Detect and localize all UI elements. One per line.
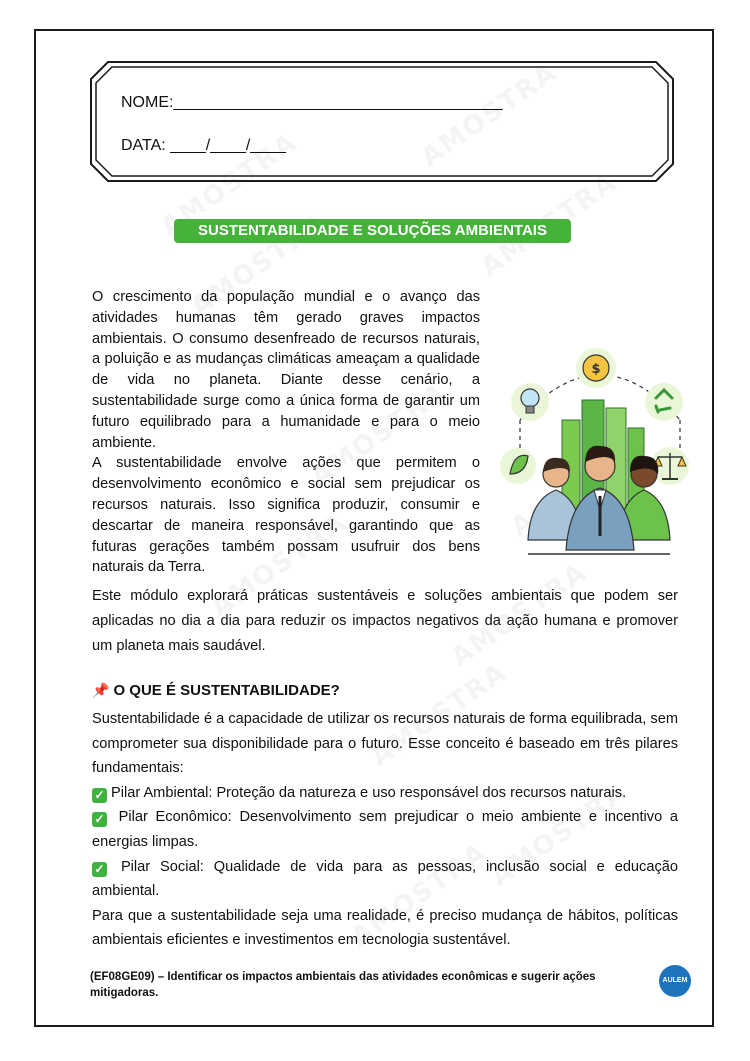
pillar-text: Pilar Econômico: Desenvolvimento sem prejudicar o meio ambiente e incentivo a energias limpas.	[92, 809, 678, 850]
intro-paragraph: O crescimento da população mundial e o avanço das atividades humanas têm gerado graves impactos ambientais. O consumo desenfreado de recursos naturais, a poluição e as mudanças climáticas ameaçam a qualidade de vida no planeta. Diante desse cenário, a sustentabilidade surge como a única forma de garantir um futuro equilibrado para a humanidade e para o meio ambiente.	[92, 289, 480, 451]
check-icon: ✓	[92, 812, 107, 827]
page-title: SUSTENTABILIDADE E SOLUÇÕES AMBIENTAIS	[174, 219, 571, 243]
sustainability-definition-block	[92, 707, 678, 953]
recycle-icon	[645, 383, 683, 421]
check-icon: ✓	[92, 788, 107, 803]
check-icon: ✓	[92, 862, 107, 877]
closing-paragraph: Para que a sustentabilidade seja uma realidade, é preciso mudança de hábitos, políticas ambientais eficientes e investimentos em tecnologia sustentável.	[92, 907, 678, 949]
name-date-box	[90, 61, 674, 182]
section-heading-text: O QUE É SUSTENTABILIDADE?	[113, 682, 340, 699]
date-field	[121, 137, 286, 155]
name-field	[121, 94, 503, 112]
name-blank: _____________________________________	[173, 94, 503, 111]
pillar-text: Pilar Social: Qualidade de vida para as pessoas, inclusão social e educação ambiental.	[92, 858, 678, 900]
pillar-item	[92, 805, 678, 854]
name-label: NOME:	[121, 94, 174, 111]
leaf-icon	[500, 448, 536, 484]
svg-text:$: $	[591, 362, 601, 377]
publisher-logo: AULEM	[659, 965, 691, 997]
pillar-item	[92, 855, 678, 904]
footer-skill-code: (EF08GE09) – Identificar os impactos ambientais das atividades econômicas e sugerir ações mitigadoras.	[90, 971, 596, 999]
sustainability-illustration	[500, 340, 700, 562]
intro-text	[92, 287, 480, 578]
module-paragraph: Este módulo explorará práticas sustentáveis e soluções ambientais que podem ser aplicadas no dia a dia para reduzir os impactos negativos da ação humana e promover um planeta mais saudável.	[92, 588, 678, 654]
pillar-item	[92, 781, 678, 806]
definition-paragraph: Sustentabilidade é a capacidade de utilizar os recursos naturais de forma equilibrada, sem comprometer sua disponibilidade para o futuro. Esse conceito é baseado em três pilares fundamentais:	[92, 711, 678, 777]
lightbulb-icon	[511, 383, 549, 421]
section-heading	[92, 682, 340, 699]
pillar-text: Pilar Ambiental: Proteção da natureza e uso responsável dos recursos naturais.	[111, 784, 627, 801]
date-blank: ____/____/____	[170, 137, 286, 154]
coin-icon	[576, 348, 616, 388]
intro-paragraph: A sustentabilidade envolve ações que permitem o desenvolvimento econômico e social sem prejudicar os recursos naturais. Isso significa produzir, consumir e descartar de maneira responsável, garantindo que as futuras gerações também possam usufruir dos bens naturais da Terra.	[92, 455, 480, 576]
people-icon	[528, 446, 670, 550]
pushpin-icon: 📌	[92, 682, 110, 699]
date-label: DATA:	[121, 137, 166, 154]
